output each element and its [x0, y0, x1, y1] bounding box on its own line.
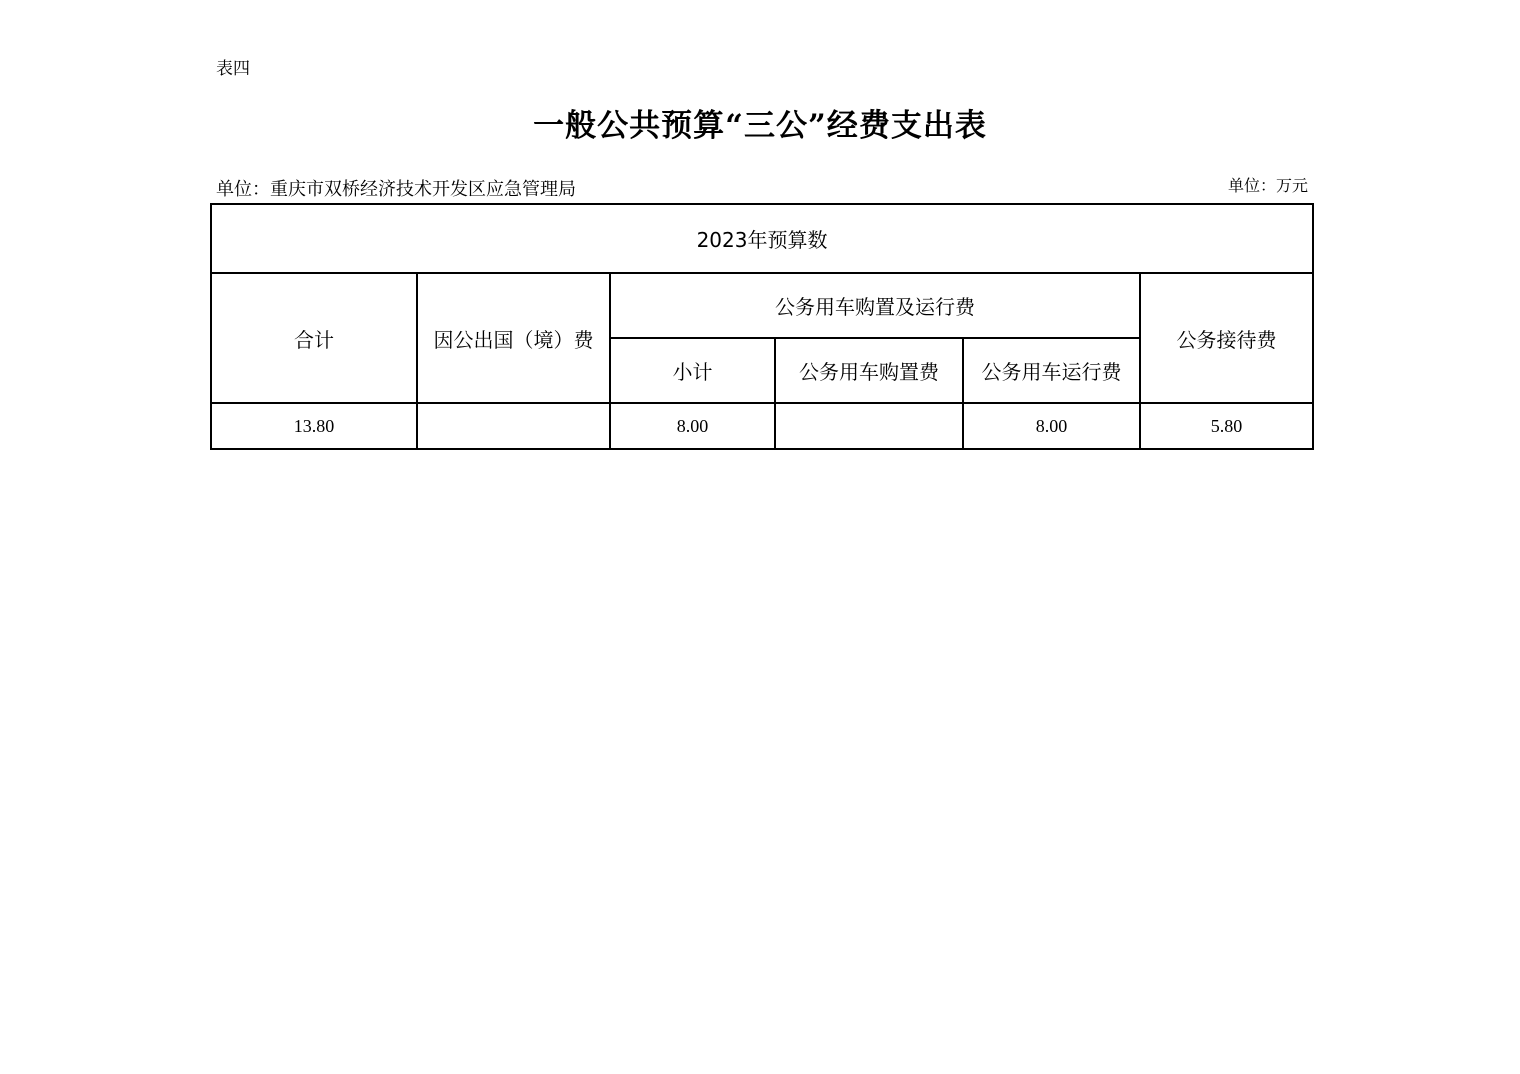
year-header-row [211, 204, 1313, 273]
year-header: 2023年预算数 [211, 204, 1313, 273]
budget-table [210, 203, 1314, 450]
cell-vehicle-subtotal: 8.00 [610, 403, 775, 449]
unit-currency: 单位：万元 [1227, 176, 1308, 195]
header-vehicle-group: 公务用车购置及运行费 [610, 273, 1140, 338]
table-label: 表四 [216, 59, 250, 79]
cell-total: 13.80 [211, 403, 417, 449]
cell-vehicle-operation: 8.00 [963, 403, 1140, 449]
header-vehicle-operation: 公务用车运行费 [963, 338, 1140, 403]
unit-organization: 单位：重庆市双桥经济技术开发区应急管理局 [216, 179, 576, 200]
header-vehicle-purchase: 公务用车购置费 [775, 338, 963, 403]
header-reception: 公务接待费 [1140, 273, 1313, 403]
table-row [211, 403, 1313, 449]
header-total: 合计 [211, 273, 417, 403]
page-title: 一般公共预算“三公”经费支出表 [533, 108, 987, 144]
cell-reception: 5.80 [1140, 403, 1313, 449]
cell-abroad [417, 403, 610, 449]
header-vehicle-subtotal: 小计 [610, 338, 775, 403]
header-abroad: 因公出国（境）费 [417, 273, 610, 403]
column-header-row [211, 273, 1313, 338]
cell-vehicle-purchase [775, 403, 963, 449]
